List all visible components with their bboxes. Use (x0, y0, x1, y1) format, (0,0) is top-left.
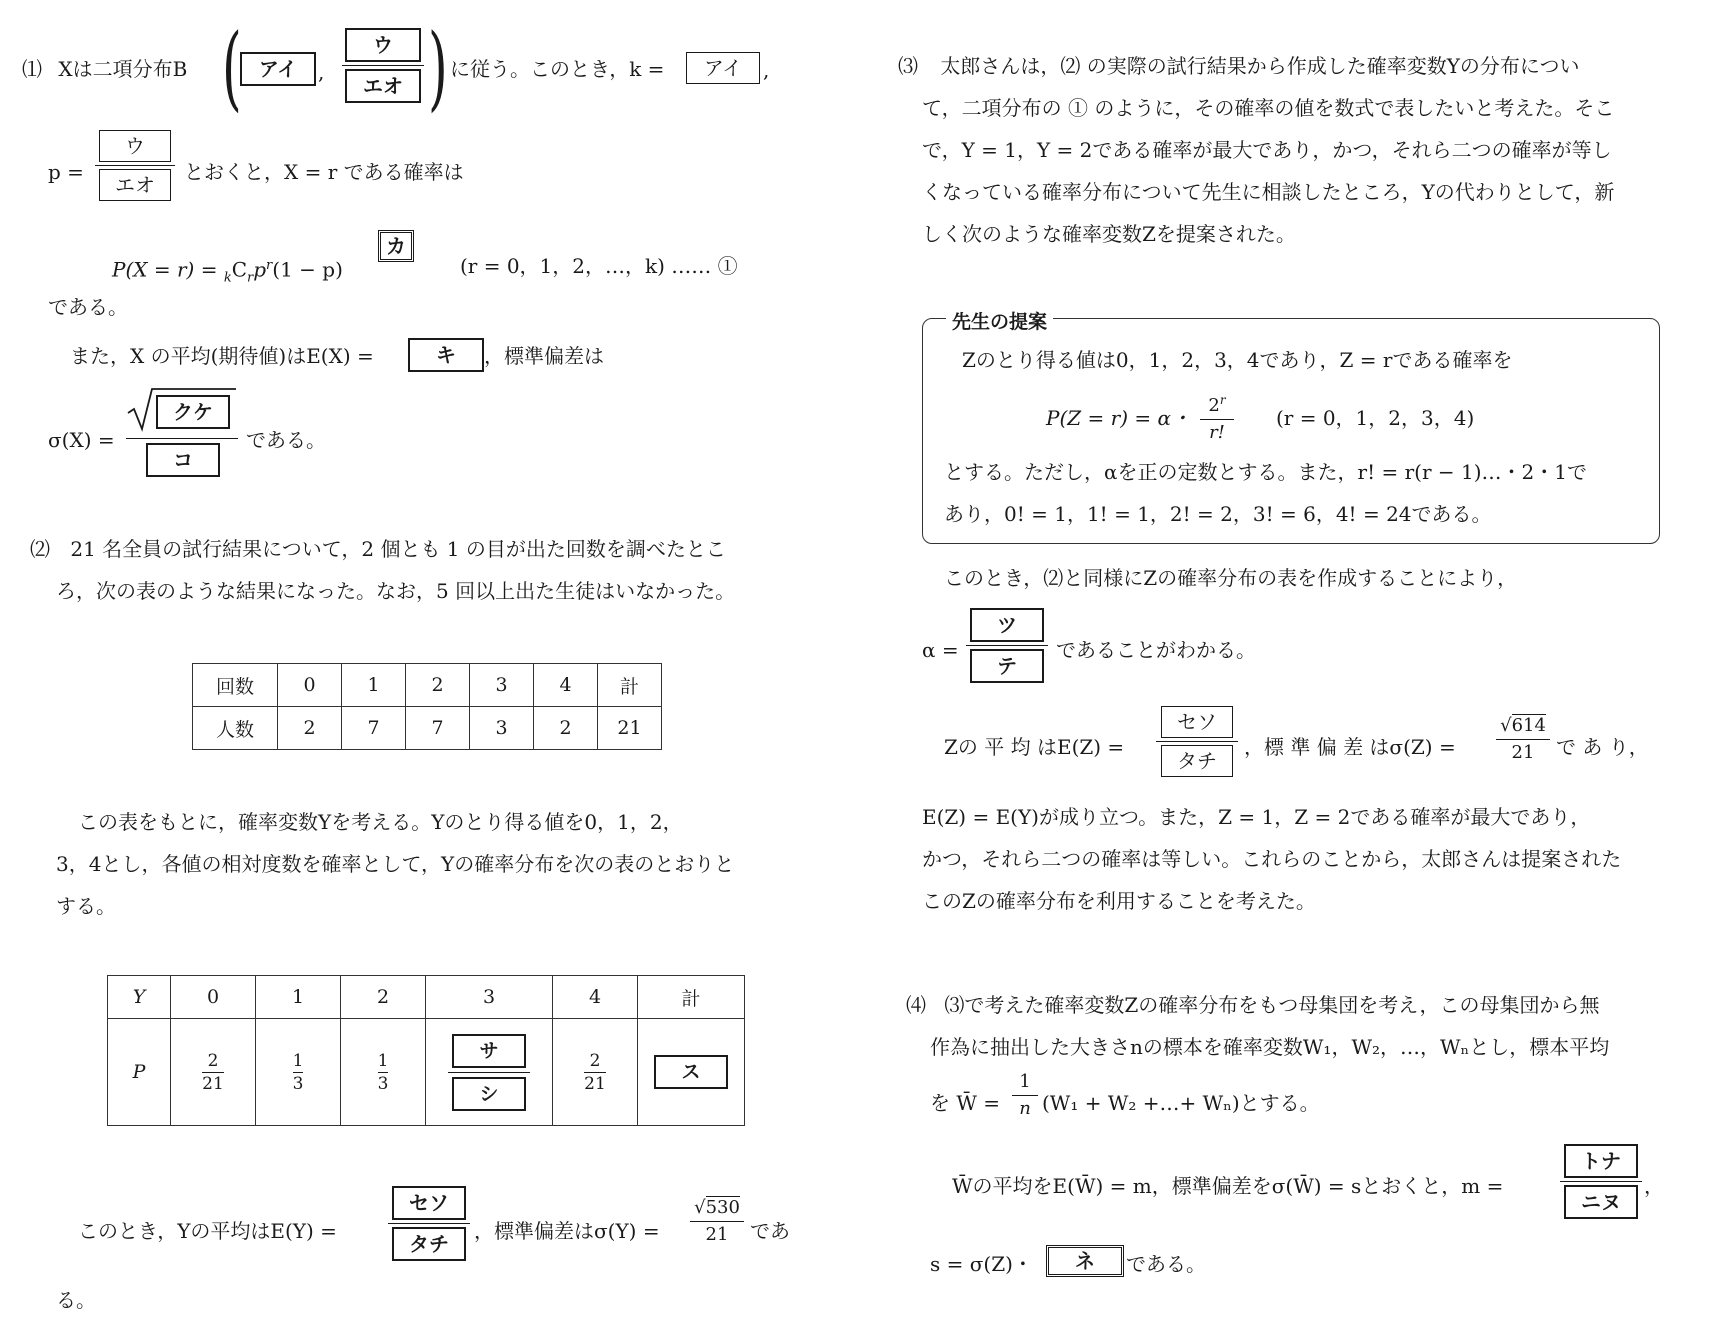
s-formula-pre: s = σ(Z)・ (930, 1252, 1033, 1276)
problem-4-line-2: 作為に抽出した大きさnの標本を確率変数W₁，W₂，…，Wₙとし，標本平均 (930, 1035, 1610, 1059)
ey-mean-text: このとき，Yの平均はE(Y) = (78, 1219, 337, 1243)
comma: , (318, 60, 325, 84)
after-line-3: E(Z) = E(Y)が成り立つ。また，Z = 1，Z = 2である確率が最大であり， (922, 805, 1591, 829)
problem-3-line-2: て，二項分布の ① のように，その確率の値を数式で表したいと考えた。そこ (922, 96, 1615, 120)
sd-fraction-y: √530 21 (690, 1198, 744, 1245)
problem-3-line-1: ⑶ 太郎さんは，⑵ の実際の試行結果から作成した確率変数Yの分布につい (898, 54, 1580, 78)
problem-1-intro: Xは二項分布B (58, 57, 188, 81)
teacher-proposal-title: 先生の提案 (946, 307, 1053, 334)
problem-3-line-5: しく次のような確率変数Zを提案された。 (922, 222, 1296, 246)
box-sa: サ (452, 1034, 526, 1068)
box-tsu: ツ (970, 608, 1044, 642)
panel-formula: P(Z = r) = α・ (1046, 406, 1191, 430)
box-ai: アイ (240, 52, 316, 86)
table-row: Y 0 1 2 3 4 計 (108, 976, 745, 1019)
problem-2-line-3: この表をもとに，確率変数Yを考える。Yのとり得る値を0，1，2， (78, 810, 683, 834)
fraction-seso-tachi-z (1156, 706, 1238, 777)
table-row: P $\frac{2}{21}$ $\frac{1}{3}$ $\frac{1}{3}$ サ シ $\frac{2}{21}$ ス (108, 1019, 745, 1126)
box-ko: コ (146, 443, 220, 477)
panel-line-1: Zのとり得る値は0，1，2，3，4であり，Z = rである確率を (962, 348, 1513, 372)
after-line-1: このとき，⑵と同様にZの確率分布の表を作成することにより， (944, 566, 1518, 590)
box-su: ス (654, 1055, 728, 1089)
fraction-tona-ninu (1560, 1144, 1642, 1219)
problem-2-line-5: する。 (56, 894, 116, 918)
comma: , (763, 58, 770, 82)
box-seso: セソ (392, 1186, 466, 1220)
right-big-paren: ) (428, 14, 448, 121)
ey-sd-post2: る。 (56, 1288, 96, 1312)
sigma-x-label: σ(X) = (48, 428, 115, 452)
ey-sd-text: ，標準偏差はσ(Y) = (474, 1219, 660, 1243)
problem-1-line-1 (22, 55, 187, 83)
problem-number: ⑶ (898, 54, 918, 78)
box-shi: シ (452, 1077, 526, 1111)
sd-text: ，標準偏差は (484, 344, 604, 368)
box-te: テ (970, 649, 1044, 683)
box-seso-z: セソ (1161, 706, 1233, 738)
box-ne: ネ (1046, 1245, 1124, 1277)
count-table (192, 663, 662, 750)
box-eo-p: エオ (99, 169, 171, 201)
one-over-n: 1 n (1012, 1072, 1038, 1119)
distribution-table (107, 975, 745, 1126)
box-eo: エオ (345, 69, 421, 103)
problem-4-line-4: W̄の平均をE(W̄) = m，標準偏差をσ(W̄) = sとおくと，m = (952, 1174, 1504, 1198)
panel-range: (r = 0，1，2，3，4) (1276, 406, 1475, 430)
left-big-paren: ( (222, 14, 242, 121)
sigma-tail: である。 (246, 428, 326, 452)
problem-2-line-4: 3，4とし，各値の相対度数を確率として，Yの確率分布を次の表のとおりと (56, 852, 735, 876)
mean-text: また，X の平均(期待値)はE(X) = (70, 344, 374, 368)
k-box: アイ (686, 52, 760, 84)
formula-range: (r = 0，1，2，…，k) …… ① (460, 254, 738, 278)
fraction-bar (126, 438, 238, 439)
box-kuke: クケ (156, 395, 230, 429)
desu-text: である。 (48, 295, 128, 319)
problem-2-line-1: ⑵ 21 名全員の試行結果について，2 個とも 1 の目が出た回数を調べたとこ (30, 537, 726, 561)
problem-number: ⑴ (22, 57, 42, 81)
comma: ， (1644, 1174, 1664, 1198)
p-label: p = (48, 160, 84, 184)
ez-sd-text: ，標 準 偏 差 はσ(Z) = (1244, 735, 1456, 759)
wbar-def-pre: を W̄ = (930, 1091, 1001, 1115)
problem-number: ⑵ (30, 537, 50, 561)
ey-sd-post: であ (750, 1219, 790, 1243)
box-u-p: ウ (99, 130, 171, 162)
problem-4-line-1: ⑷ ⑶で考えた確率変数Zの確率分布をもつ母集団を考え，この母集団から無 (906, 993, 1600, 1017)
problem-number: ⑷ (906, 993, 926, 1017)
fraction-seso-tachi (388, 1186, 470, 1261)
panel-line-4: あり，0! = 1，1! = 1，2! = 2，3! = 6，4! = 24である。 (944, 502, 1492, 526)
box-ka: カ (378, 230, 414, 262)
sd-fraction-z: √614 21 (1496, 716, 1550, 763)
box-ki: キ (408, 338, 484, 372)
panel-fraction: 2$^r$ r! (1200, 390, 1234, 443)
ez-sd-post: で あ り， (1556, 735, 1649, 759)
table-row: 人数 2 7 7 3 2 21 (193, 707, 662, 750)
box-ninu: ニヌ (1564, 1185, 1638, 1219)
problem-2-line-2: ろ，次の表のような結果になった。なお，5 回以上出た生徒はいなかった。 (56, 579, 736, 603)
box-tona: トナ (1564, 1144, 1638, 1178)
problem-1-post: に従う。このとき，k = (450, 57, 665, 81)
alpha-post: であることがわかる。 (1056, 638, 1256, 662)
after-line-4: かつ，それら二つの確率は等しい。これらのことから，太郎さんは提案された (922, 847, 1622, 871)
fraction-p (95, 130, 175, 201)
fraction-u-eo (342, 28, 424, 103)
alpha-label: α = (922, 638, 959, 662)
fraction-tsu-te (966, 608, 1048, 683)
binomial-formula: $P(X = r) = _kC_rp^r(1 - p)$ (112, 257, 343, 286)
wbar-def-post: (W₁ + W₂ +…+ Wₙ)とする。 (1042, 1091, 1320, 1115)
box-tachi: タチ (392, 1227, 466, 1261)
panel-line-3: とする。ただし，αを正の定数とする。また，r! = r(r − 1)…・2・1で (944, 460, 1587, 484)
problem-3-line-4: くなっている確率分布について先生に相談したところ，Yの代わりとして，新 (922, 180, 1615, 204)
p-text: とおくと，X = r である確率は (184, 160, 464, 184)
s-formula-post: である。 (1126, 1252, 1206, 1276)
box-u: ウ (345, 28, 421, 62)
after-line-5: このZの確率分布を利用することを考えた。 (922, 889, 1316, 913)
ez-mean-text: Zの 平 均 はE(Z) = (944, 735, 1125, 759)
problem-3-line-3: で，Y = 1，Y = 2である確率が最大であり，かつ，それら二つの確率が等し (922, 138, 1612, 162)
table-row: 回数 0 1 2 3 4 計 (193, 664, 662, 707)
box-tachi-z: タチ (1161, 745, 1233, 777)
